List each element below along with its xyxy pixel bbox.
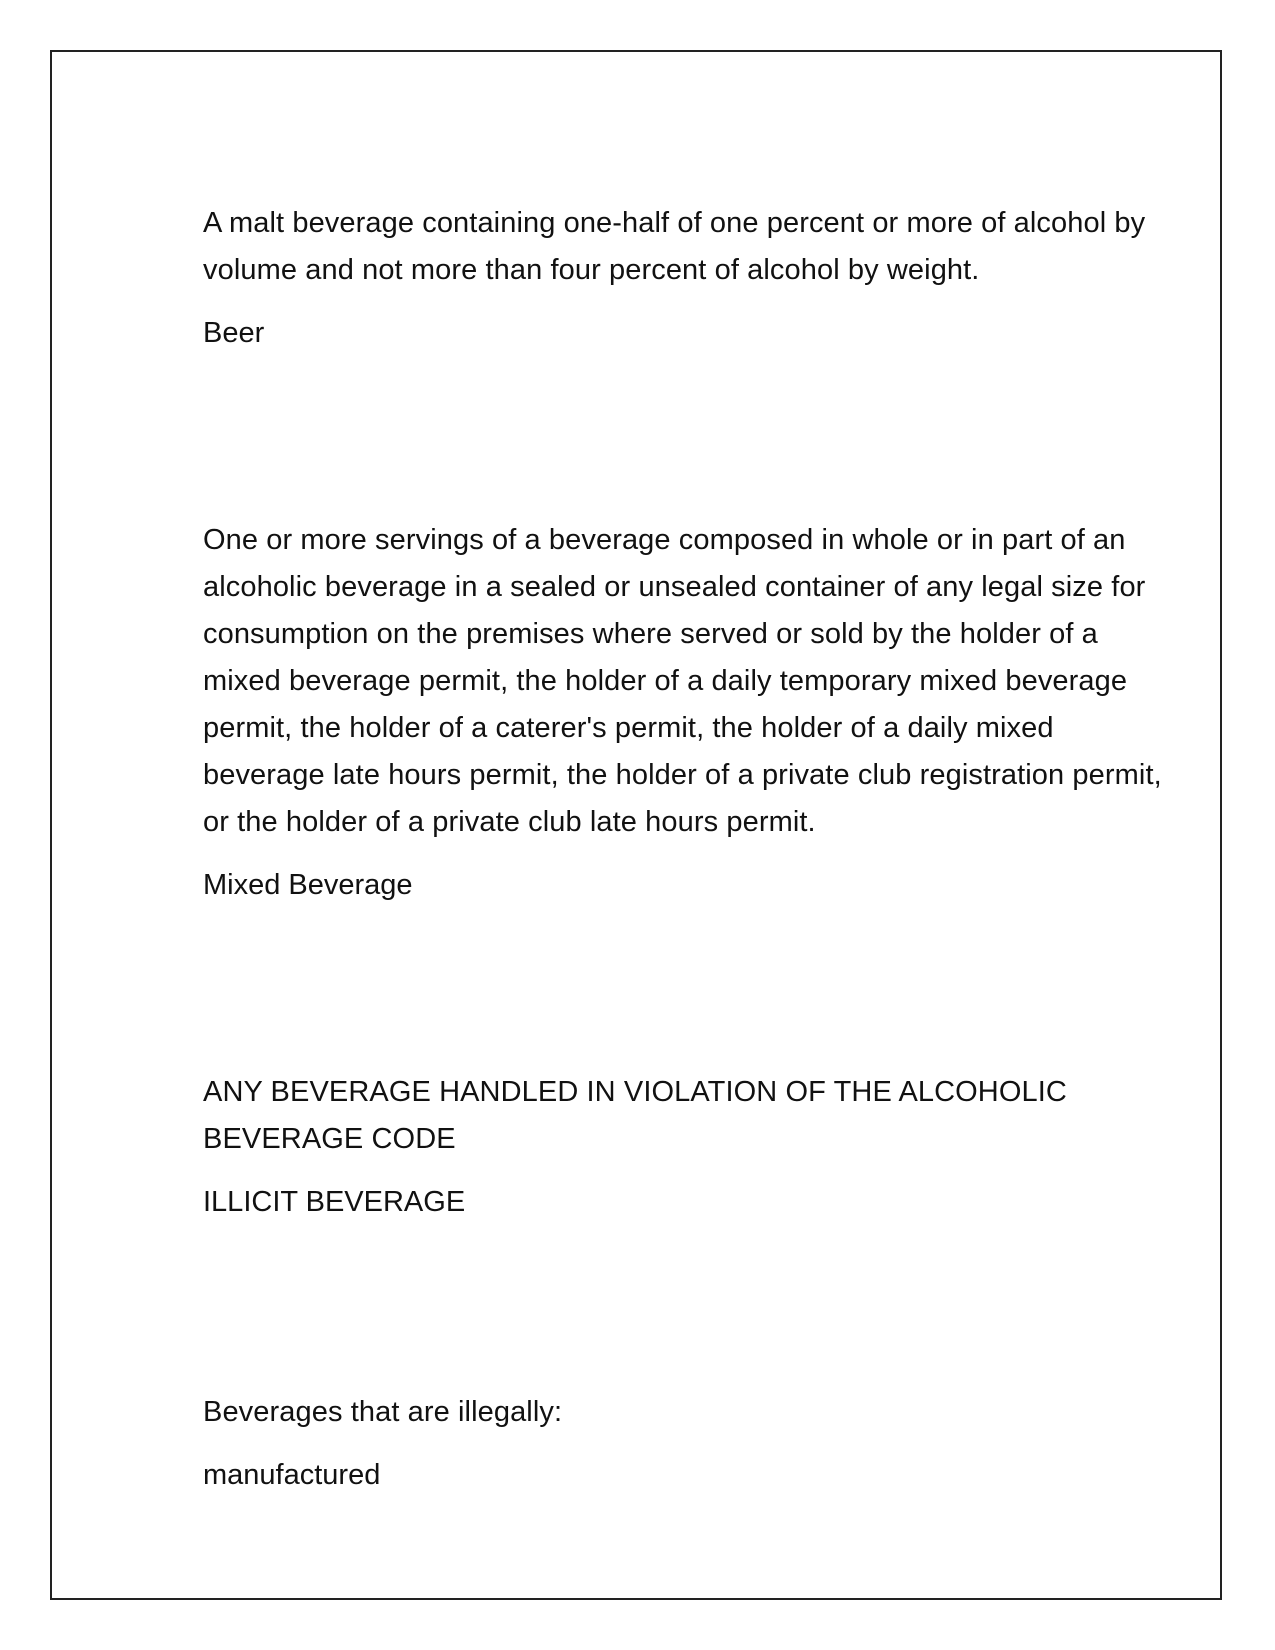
page-frame bbox=[50, 50, 1222, 1600]
card-definition: ANY BEVERAGE HANDLED IN VIOLATION OF THE ALCOHOLIC BEVERAGE CODE bbox=[203, 1076, 1067, 1155]
card-term: Beer bbox=[203, 317, 265, 349]
flashcard-mixed-beverage bbox=[203, 517, 1183, 909]
flashcard-beer bbox=[203, 200, 1183, 357]
card-definition: Beverages that are illegally: bbox=[203, 1396, 563, 1428]
card-definition: One or more servings of a beverage composed in whole or in part of an alcoholic beverage in a sealed or unsealed container of any legal size for consumption on the premises where served or sold by the holder of a mixed beverage permit, the holder of a daily temporary mixed beverage permit, the holder of a caterer's permit, the holder of a daily mixed beverage late hours permit, the holder of a private club registration permit, or the holder of a private club late hours permit. bbox=[203, 524, 1162, 838]
flashcard-illegal-beverages bbox=[203, 1389, 1183, 1499]
card-term: Mixed Beverage bbox=[203, 869, 413, 901]
card-term: ILLICIT BEVERAGE bbox=[203, 1186, 466, 1218]
card-definition: A malt beverage containing one-half of one percent or more of alcohol by volume and not more than four percent of alcohol by weight. bbox=[203, 207, 1146, 286]
card-term: manufactured bbox=[203, 1459, 381, 1491]
flashcard-illicit-beverage bbox=[203, 1069, 1183, 1226]
